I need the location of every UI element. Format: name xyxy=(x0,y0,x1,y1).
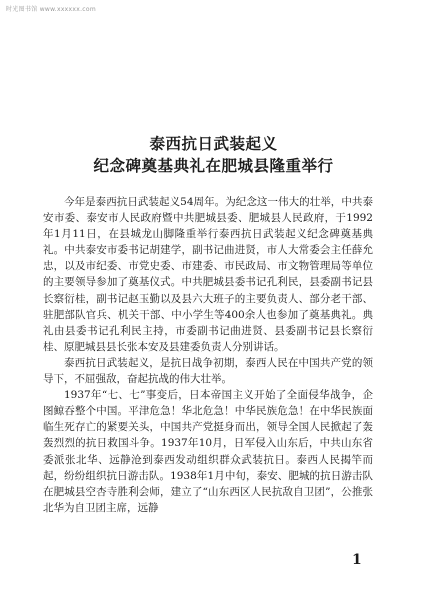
article-title-line-1: 泰西抗日武装起义 xyxy=(149,135,278,153)
paragraph: 1937年“七、七”事变后，日本帝国主义开始了全面侵华战争，企图鲸吞整个中国。平津危急！华北危急！中华民族危急！在中华民族面临生死存亡的紧要关头，中国共产党挺身而出，领导全国人民掀起了轰轰烈烈的抗日救国斗争。1937年10月，日军侵入山东后，中共山东省委派张北华、远静沧到泰西发动组织群众武装抗日。泰西人民揭竿而起，纷纷组织抗日游击队。1938年1月中旬，泰安、肥城的抗日游击队在肥城县空杏寺胜利会师，建立了“山东西区人民抗敌自卫团”，公推张北华为自卫团主席，远静 xyxy=(43,389,373,514)
paragraph: 今年是泰西抗日武装起义54周年。为纪念这一伟大的壮举，中共泰安市委、泰安市人民政府暨中共肥城县委、肥城县人民政府，于1992年1月11日，在县城龙山脚隆重举行泰西抗日武装起义纪念碑奠基典礼。中共泰安市委书记胡建学，副书记曲进贤，市人大常委会主任薛允忠，以及市纪委、市党史委、市建委、市民政局、市文物管理局等单位的主要领导参加了奠基仪式。中共肥城县委书记孔利民，县委副书记县长察衍桂，副书记赵玉勤以及县六大班子的主要负责人、部分老干部、驻肥部队官兵、机关干部、中小学生等400余人也参加了奠基典礼。典礼由县委书记孔利民主持，市委副书记曲进贤、县委副书记县长察衍桂、原肥城县县长张本安及县建委负责人分别讲话。 xyxy=(43,196,373,353)
article-body xyxy=(43,194,373,516)
paragraph: 泰西抗日武装起义，是抗日战争初期，泰西人民在中国共产党的领导下，不屈强敌，奋起抗战的伟大壮举。 xyxy=(43,356,373,386)
watermark: 时光图书馆 www.xxxxxx.com xyxy=(6,6,97,13)
article-title-line-2: 纪念碑奠基典礼在肥城县隆重举行 xyxy=(93,157,334,175)
page-number: 1 xyxy=(352,552,362,568)
